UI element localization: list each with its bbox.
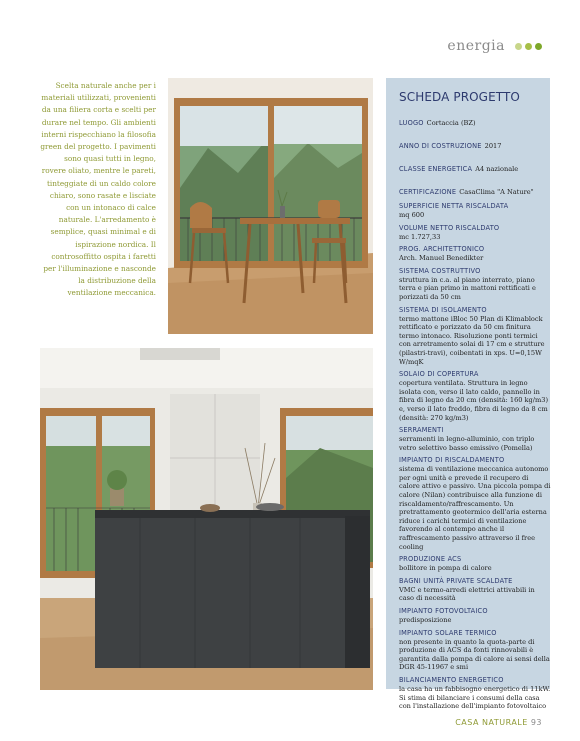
field-label: SOLAIO DI COPERTURA <box>399 370 479 379</box>
field-bilanciamento <box>399 676 551 711</box>
field-anno <box>399 133 551 152</box>
field-label: BILANCIAMENTO ENERGETICO <box>399 675 504 684</box>
field-label: BAGNI UNITÀ PRIVATE SCALDATE <box>399 576 513 585</box>
field-label: SERRAMENTI <box>399 426 444 435</box>
page-footer <box>455 718 542 727</box>
field-value: predisposizione <box>399 616 452 624</box>
field-value: Arch. Manuel Benedikter <box>399 254 484 263</box>
project-fields <box>399 110 551 715</box>
field-serramenti <box>399 426 551 452</box>
section-header <box>447 38 542 54</box>
dot-1 <box>515 43 522 50</box>
field-value: termo mattone iBloc 50 Plan di Klimablock rettificato e porizzato da 50 cm finitura termo intonaco. Risoluzione ponti termici con arretramento solai di 17 cm e strutture (pilastri-travi), coibentati in xps. U=0,15W W/mqK <box>399 314 545 366</box>
kitchen-photo <box>40 348 373 690</box>
card-title: SCHEDA PROGETTO <box>399 90 520 104</box>
dot-2 <box>525 43 532 50</box>
field-value: struttura in c.a. al piano interrato, piano terra e pian primo in mattoni rettificati e porizzati da 50 cm <box>399 275 536 301</box>
field-volume <box>399 224 551 242</box>
field-label: SISTEMA COSTRUTTIVO <box>399 266 481 275</box>
field-solare-termico <box>399 629 551 672</box>
field-value: mq 600 <box>399 211 425 219</box>
field-riscaldamento <box>399 456 551 551</box>
field-label: ANNO DI COSTRUZIONE <box>399 142 482 150</box>
field-value: CasaClima "A Nature" <box>459 188 534 196</box>
field-value: 2017 <box>484 142 502 150</box>
field-acs <box>399 555 551 573</box>
field-isolamento <box>399 306 551 367</box>
field-architetto <box>399 245 551 263</box>
dot-3 <box>535 43 542 50</box>
field-label: IMPIANTO SOLARE TERMICO <box>399 628 497 637</box>
field-value: serramenti in legno-alluminio, con triplo vetro selettivo basso emissivo (Pomella) <box>399 435 535 452</box>
field-label: LUOGO <box>399 119 424 127</box>
section-label: energia <box>447 38 505 54</box>
field-certificazione <box>399 179 551 198</box>
field-value: VMC e termo-arredi elettrici attivabili in caso di necessità <box>399 585 535 603</box>
field-sistema-costruttivo <box>399 267 551 302</box>
field-label: CLASSE ENERGETICA <box>399 165 473 173</box>
field-solaio <box>399 370 551 422</box>
field-value: Cortaccia (BZ) <box>426 119 476 127</box>
field-label: IMPIANTO DI RISCALDAMENTO <box>399 456 505 465</box>
intro-paragraph: Scelta naturale anche per i materiali utilizzati, provenienti da una filiera corta e scelti per durare nel tempo. Gli ambienti interni rispecchiano la filosofia green del progetto. I pavimenti sono quasi tutti in legno, rovere oliato, mentre le pareti, tinteggiate di un caldo colore chiaro, sono rasate e lisciate con un intonaco di calce naturale. L'arredamento è semplice, quasi minimal e di ispirazione nordica. Il controsoffitto ospita i faretti per l'illuminazione e nasconde la distribuzione della ventilazione meccanica. <box>40 81 156 298</box>
field-label: CERTIFICAZIONE <box>399 188 457 196</box>
section-dots <box>515 43 542 50</box>
field-label: IMPIANTO FOTOVOLTAICO <box>399 607 488 615</box>
field-fotovoltaico <box>399 607 551 625</box>
magazine-name: CASA NATURALE <box>455 718 528 727</box>
field-value: la casa ha un fabbisogno energetico di 11kW. Si stima di bilanciare i consumi della casa con l'installazione dell'impianto fotovoltaico <box>399 684 551 711</box>
field-value: sistema di ventilazione meccanica autonomo per ogni unità e prevede il recupero di calore attivo e passivo. Una piccola pompa di calore (Nilan) contribuisce alla funzione di riscaldamento/raffrescamento. Un pretrattamento geotermico dell'aria esterna riduce i carichi termici di ventilazione favorendo al contempo anche il raffrescamento passivo attraverso il free cooling <box>399 465 551 551</box>
field-value: non presente in quanto la quota-parte di produzione di ACS da fonti rinnovabili è garantita dalla pompa di calore ai sensi della DGR 45-11967 e smi <box>399 637 550 672</box>
field-superficie <box>399 202 551 220</box>
field-bagni <box>399 577 551 603</box>
dining-room-photo <box>168 78 373 334</box>
field-label: SUPERFICIE NETTA RISCALDATA <box>399 202 509 210</box>
field-luogo <box>399 110 551 129</box>
field-label: PROG. ARCHITETTONICO <box>399 245 485 254</box>
field-value: mc 1.727,33 <box>399 232 441 241</box>
field-value: copertura ventilata. Struttura in legno isolata con, verso il lato caldo, pannello in fibra di legno da 20 cm (densità: 160 kg/m3) e, verso il lato freddo, fibra di legno da 8 cm (densità: 270 kg/m3) <box>399 379 549 422</box>
field-classe <box>399 156 551 175</box>
field-label: VOLUME NETTO RISCALDATO <box>399 223 500 232</box>
field-label: SISTEMA DI ISOLAMENTO <box>399 305 487 314</box>
field-value: A4 nazionale <box>475 165 519 173</box>
field-value: bollitore in pompa di calore <box>399 564 492 573</box>
field-label: PRODUZIONE ACS <box>399 555 462 564</box>
page-number: 93 <box>530 718 542 727</box>
